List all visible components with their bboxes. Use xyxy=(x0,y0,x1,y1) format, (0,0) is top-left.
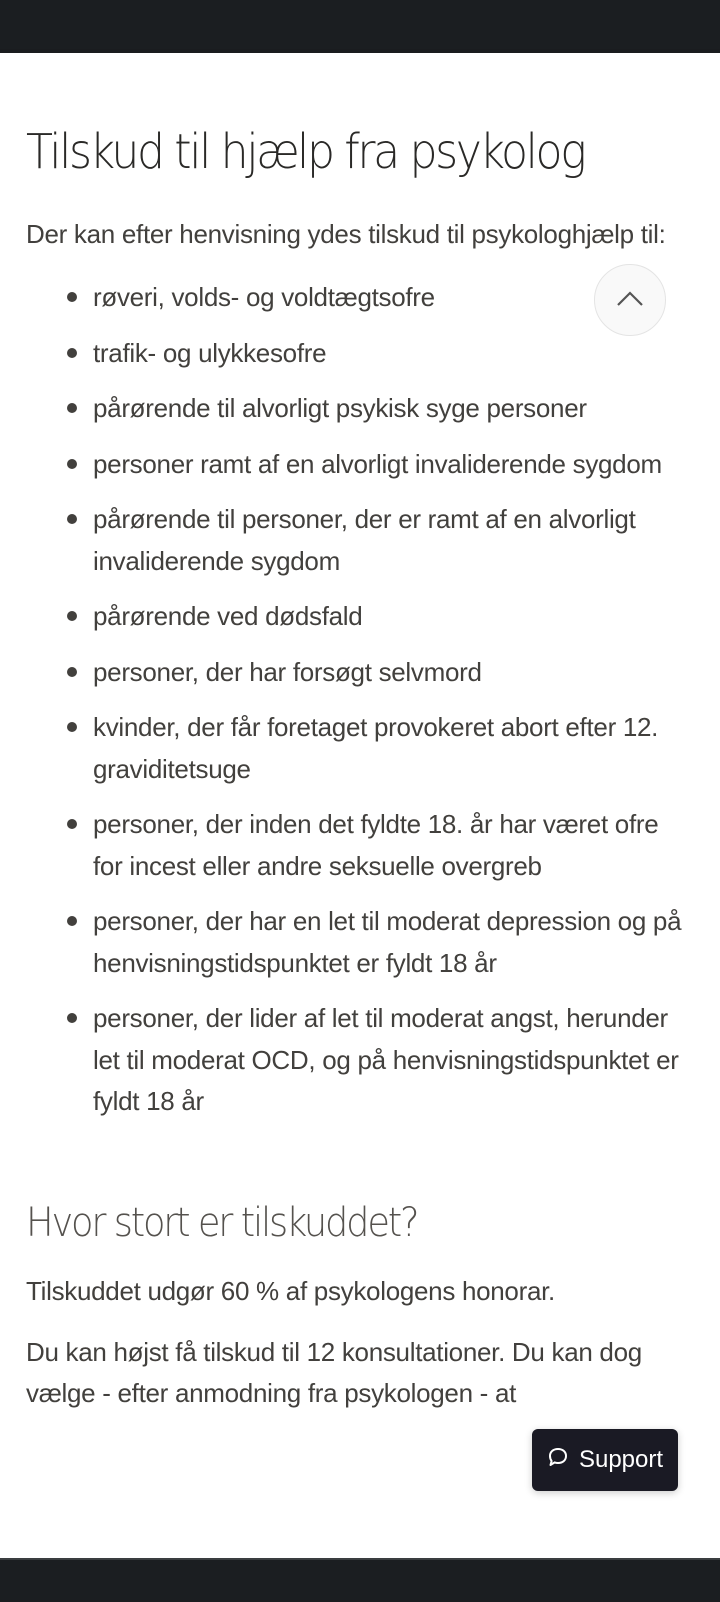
bullet-icon xyxy=(67,722,77,732)
list-item-text: personer, der inden det fyldte 18. år har været ofre for incest eller andre seksuelle overgreb xyxy=(93,809,659,881)
chat-bubble-icon xyxy=(547,1446,569,1475)
list-item xyxy=(26,804,693,887)
list-item-text: personer, der har en let til moderat depression og på henvisningstidspunktet er fyldt 18 år xyxy=(93,906,682,978)
consultations-paragraph: Du kan højst få tilskud til 12 konsultationer. Du kan dog vælge - efter anmodning fra psykologen - at xyxy=(26,1336,642,1408)
bullet-icon xyxy=(67,292,77,302)
list-item xyxy=(26,444,693,486)
intro-paragraph: Der kan efter henvisning ydes tilskud til psykologhjælp til: xyxy=(26,219,666,249)
list-item xyxy=(26,333,693,375)
list-item-text: pårørende til personer, der er ramt af en alvorligt invaliderende sygdom xyxy=(93,504,636,576)
navigation-bar xyxy=(0,1558,720,1602)
section-heading-subsidy-amount: Hvor stort er tilskuddet? xyxy=(26,1199,418,1246)
list-item-text: pårørende til alvorligt psykisk syge personer xyxy=(93,393,587,423)
support-button[interactable] xyxy=(532,1429,678,1491)
scroll-to-top-button[interactable] xyxy=(594,264,666,336)
list-item xyxy=(26,596,693,638)
bullet-icon xyxy=(67,611,77,621)
list-item xyxy=(26,707,693,790)
bullet-icon xyxy=(67,1013,77,1023)
list-item xyxy=(26,998,693,1123)
bullet-icon xyxy=(67,819,77,829)
subsidy-percentage-paragraph: Tilskuddet udgør 60 % af psykologens honorar. xyxy=(26,1275,555,1306)
eligibility-list xyxy=(26,277,686,1123)
list-item xyxy=(26,277,693,319)
list-item-text: personer ramt af en alvorligt invaliderende sygdom xyxy=(93,448,662,479)
list-item-text: personer, der lider af let til moderat angst, herunder let til moderat OCD, og på henvisningstidspunktet er fyldt 18 år xyxy=(93,1003,679,1116)
list-item xyxy=(26,388,693,430)
list-item-text: trafik- og ulykkesofre xyxy=(93,337,327,368)
bullet-icon xyxy=(67,916,77,926)
article-content xyxy=(26,120,686,1414)
list-item xyxy=(26,499,693,582)
bullet-icon xyxy=(67,667,77,677)
bullet-icon xyxy=(67,348,77,358)
list-item-text: pårørende ved dødsfald xyxy=(93,601,363,631)
support-label: Support xyxy=(578,1446,664,1473)
status-bar xyxy=(0,0,720,53)
list-item-text: kvinder, der får foretaget provokeret abort efter 12. graviditetsuge xyxy=(93,712,659,784)
bullet-icon xyxy=(67,403,77,413)
chevron-up-icon xyxy=(616,289,644,312)
list-item xyxy=(26,901,693,984)
list-item-text: røveri, volds- og voldtægtsofre xyxy=(93,282,435,312)
list-item-text: personer, der har forsøgt selvmord xyxy=(93,656,482,687)
bullet-icon xyxy=(67,459,77,469)
bullet-icon xyxy=(67,514,77,524)
page-title: Tilskud til hjælp fra psykolog xyxy=(26,124,585,180)
list-item xyxy=(26,652,693,694)
